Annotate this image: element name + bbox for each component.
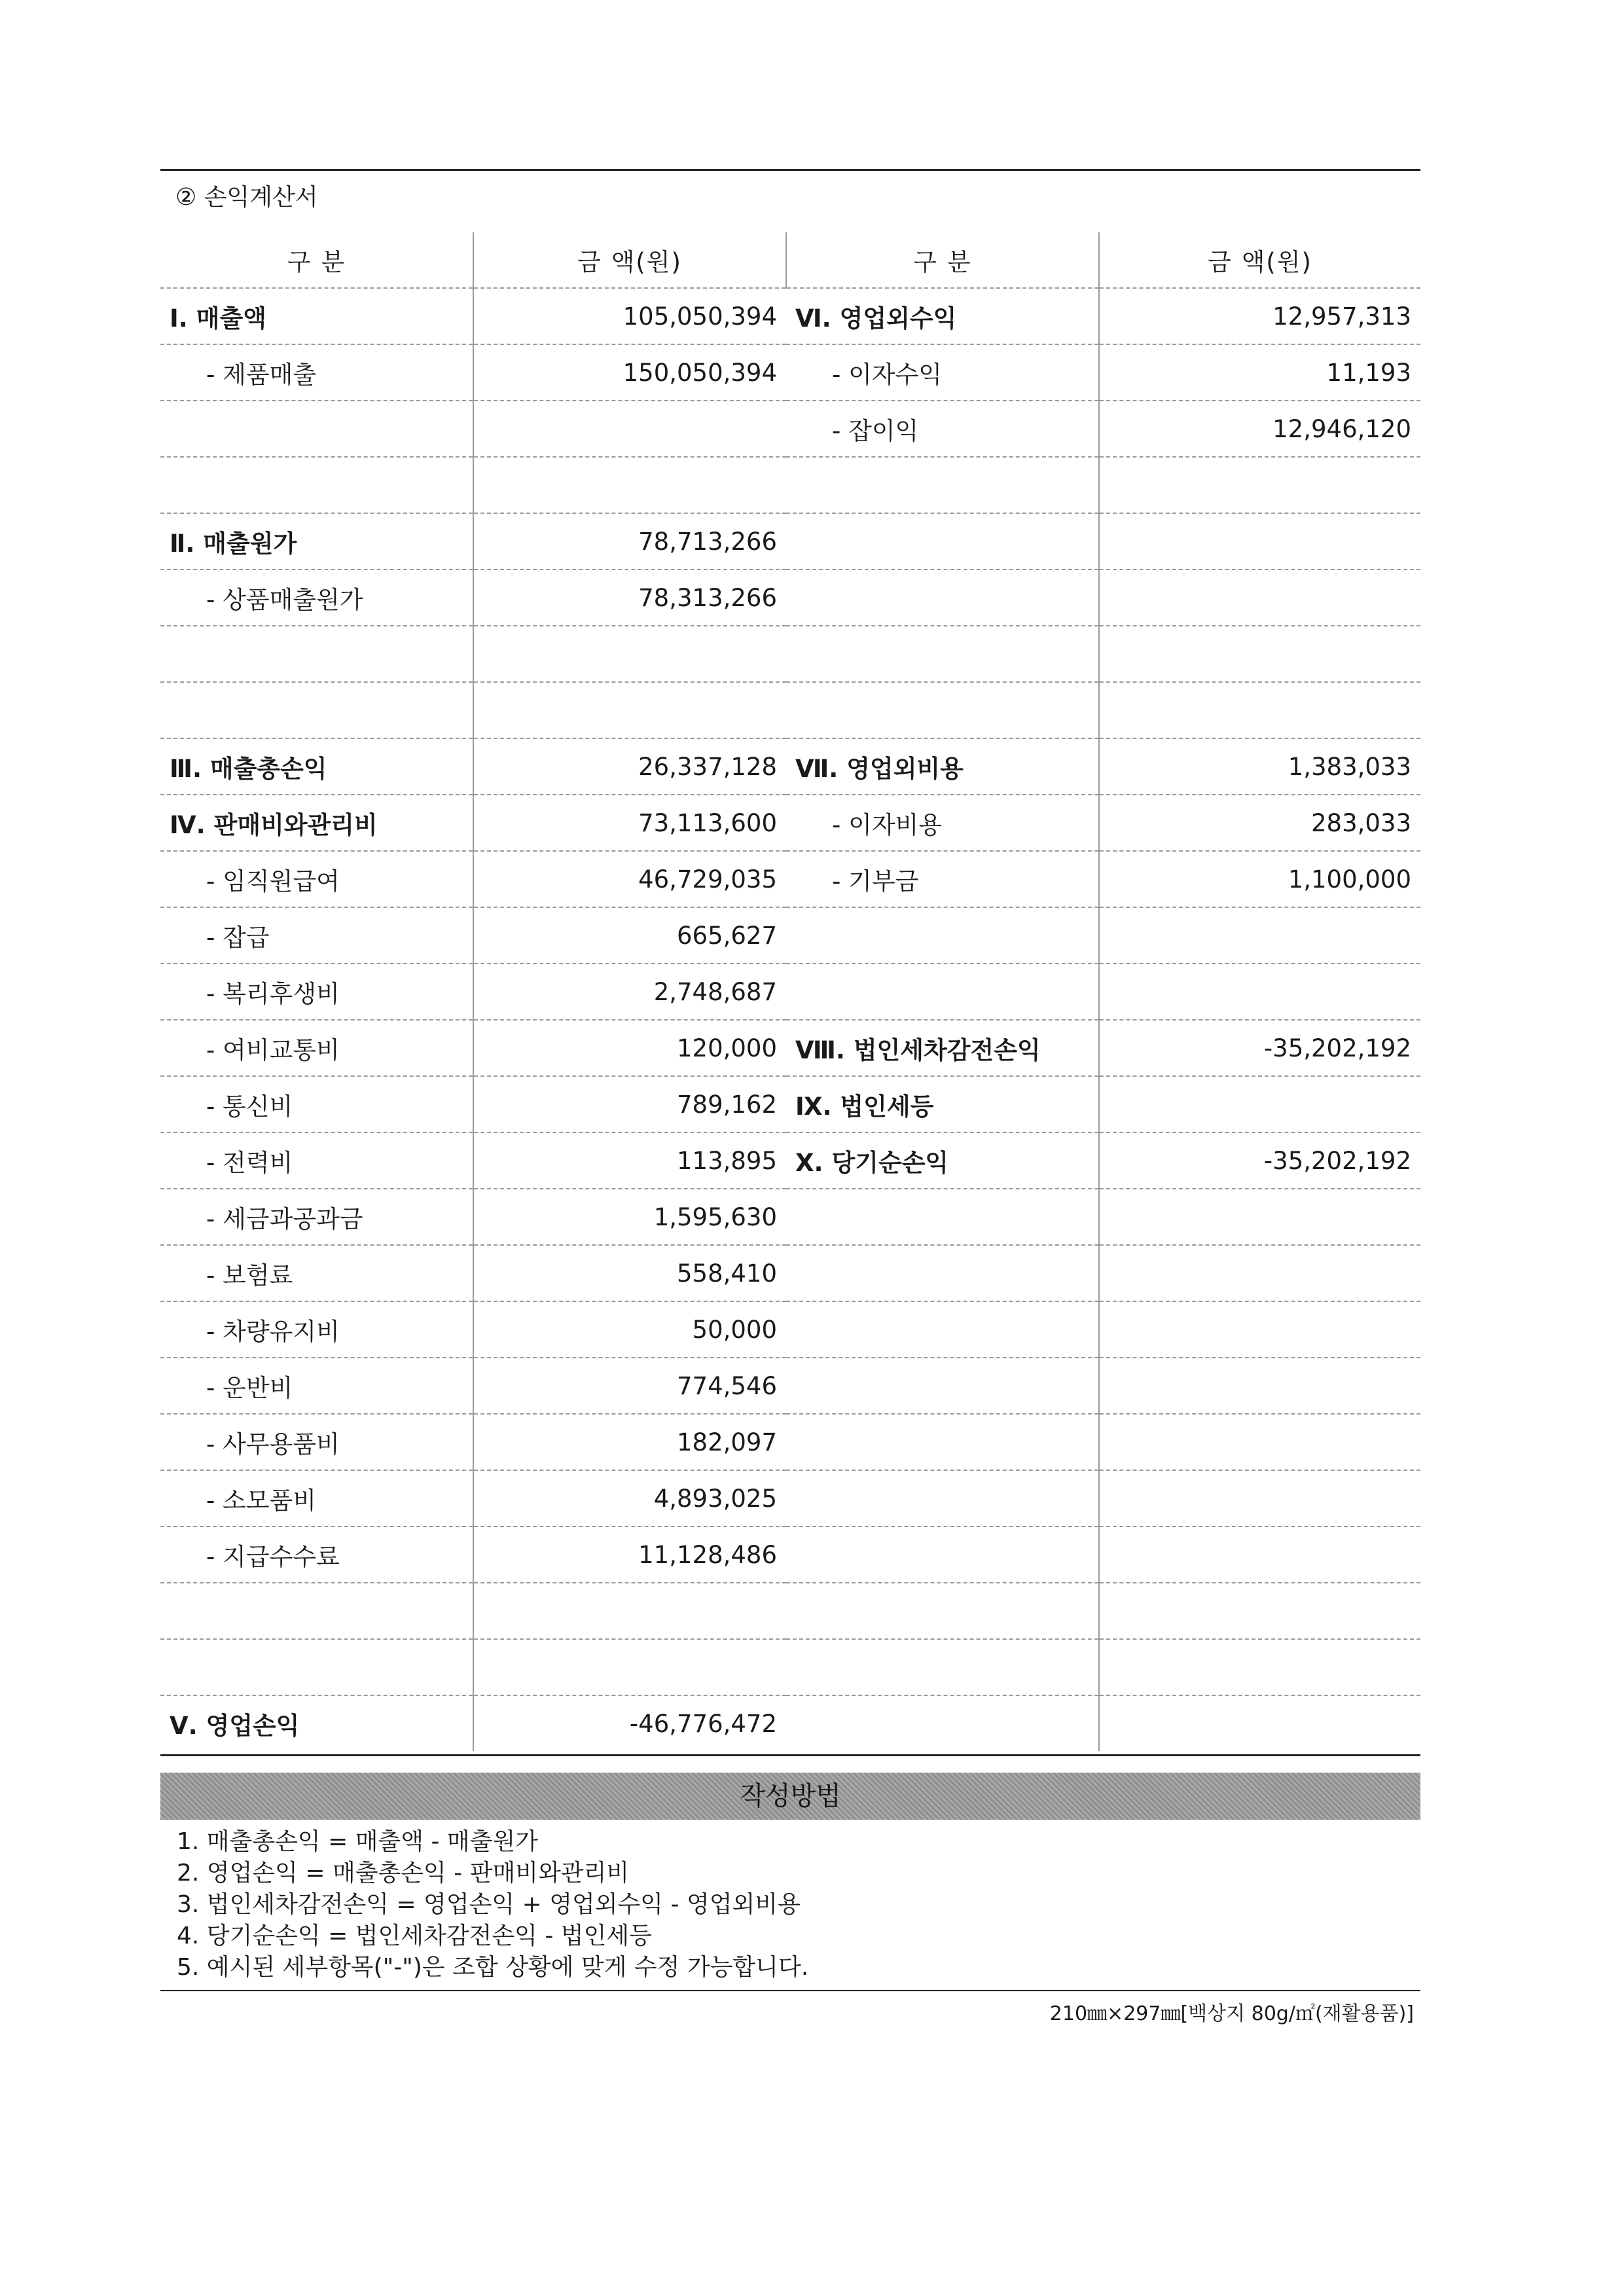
left-item-name — [160, 401, 473, 457]
method-item: 2. 영업손익 = 매출총손익 - 판매비와관리비 — [177, 1860, 630, 1887]
header-category-left: 구 분 — [160, 232, 473, 288]
left-item-name: - 보험료 — [160, 1245, 473, 1301]
right-item-amount — [1099, 1583, 1420, 1639]
left-item-name: - 운반비 — [160, 1358, 473, 1414]
left-item-name: Ⅲ. 매출총손익 — [160, 738, 473, 795]
left-item-name: - 전력비 — [160, 1132, 473, 1189]
left-item-name: - 소모품비 — [160, 1470, 473, 1526]
right-item-name — [786, 1583, 1099, 1639]
right-item-amount: 12,946,120 — [1099, 401, 1420, 457]
right-item-name — [786, 569, 1099, 626]
table-row — [160, 513, 1420, 569]
right-item-amount: -35,202,192 — [1099, 1132, 1420, 1189]
income-statement-table — [160, 232, 1420, 1751]
table-row — [160, 1639, 1420, 1695]
right-item-amount: 12,957,313 — [1099, 288, 1420, 344]
right-item-name: Ⅹ. 당기순손익 — [786, 1132, 1099, 1189]
left-item-amount: 113,895 — [473, 1132, 786, 1189]
right-item-name: Ⅷ. 법인세차감전손익 — [786, 1020, 1099, 1076]
left-item-amount: -46,776,472 — [629, 1709, 777, 1738]
left-item-name — [160, 1639, 473, 1695]
left-item-amount: 4,893,025 — [473, 1470, 786, 1526]
right-item-name — [786, 1358, 1099, 1414]
method-item: 4. 당기순손익 = 법인세차감전손익 - 법인세등 — [177, 1923, 652, 1949]
statement-body — [160, 288, 1420, 1751]
right-item-amount: 11,193 — [1099, 344, 1420, 401]
left-item-amount: 774,546 — [473, 1358, 786, 1414]
left-item-amount: 120,000 — [473, 1020, 786, 1076]
method-title-bar — [160, 1773, 1420, 1820]
left-item-amount: 78,713,266 — [473, 513, 786, 569]
right-item-amount — [1099, 1414, 1420, 1470]
right-item-name — [786, 1189, 1099, 1245]
left-item-amount: 1,595,630 — [473, 1189, 786, 1245]
left-item-amount — [473, 401, 786, 457]
right-item-name: Ⅵ. 영업외수익 — [786, 288, 1099, 344]
method-item: 3. 법인세차감전손익 = 영업손익 + 영업외수익 - 영업외비용 — [177, 1891, 801, 1918]
left-item-amount: 73,113,600 — [473, 795, 786, 851]
right-item-amount: -35,202,192 — [1099, 1020, 1420, 1076]
left-item-name: - 차량유지비 — [160, 1301, 473, 1358]
left-item-name: - 상품매출원가 — [160, 569, 473, 626]
right-item-amount — [1099, 964, 1420, 1020]
right-item-name — [786, 907, 1099, 964]
left-item-name: - 제품매출 — [160, 344, 473, 401]
left-item-name: - 세금과공과금 — [160, 1189, 473, 1245]
left-item-name: - 복리후생비 — [160, 964, 473, 1020]
table-row — [160, 1301, 1420, 1358]
right-item-name — [786, 1470, 1099, 1526]
right-item-amount — [1099, 626, 1420, 682]
left-item-amount — [473, 1583, 786, 1639]
table-row — [160, 1583, 1420, 1639]
left-item-name — [160, 682, 473, 738]
header-amount-right: 금 액(원) — [1099, 232, 1420, 288]
right-item-name — [786, 1695, 1099, 1751]
right-item-amount — [1099, 907, 1420, 964]
table-row — [160, 401, 1420, 457]
right-item-amount — [1099, 1076, 1420, 1132]
right-item-amount: 1,100,000 — [1099, 851, 1420, 907]
left-item-name: - 여비교통비 — [160, 1020, 473, 1076]
method-list — [177, 1826, 808, 1983]
left-item-name: - 지급수수료 — [160, 1526, 473, 1583]
left-item-amount — [473, 682, 786, 738]
right-item-name — [786, 1414, 1099, 1470]
right-item-amount — [1099, 457, 1420, 513]
right-item-amount — [1099, 513, 1420, 569]
right-item-name: - 기부금 — [786, 851, 1099, 907]
table-row — [160, 1245, 1420, 1301]
left-item-name — [160, 457, 473, 513]
right-item-name: Ⅸ. 법인세등 — [786, 1076, 1099, 1132]
right-item-name — [786, 1301, 1099, 1358]
left-item-name: Ⅳ. 판매비와관리비 — [160, 795, 473, 851]
right-item-name — [786, 682, 1099, 738]
right-item-name: - 이자비용 — [786, 795, 1099, 851]
method-item: 5. 예시된 세부항목("-")은 조합 상황에 맞게 수정 가능합니다. — [177, 1954, 809, 1981]
right-item-amount: 1,383,033 — [1099, 738, 1420, 795]
table-row — [160, 344, 1420, 401]
right-item-amount — [1099, 1470, 1420, 1526]
header-amount-left: 금 액(원) — [473, 232, 786, 288]
table-row — [160, 1076, 1420, 1132]
right-item-name — [786, 1639, 1099, 1695]
method-item: 1. 매출총손익 = 매출액 - 매출원가 — [177, 1828, 539, 1855]
top-rule — [160, 169, 1420, 171]
left-item-amount: 665,627 — [473, 907, 786, 964]
left-item-amount: 26,337,128 — [473, 738, 786, 795]
left-item-name: - 사무용품비 — [160, 1414, 473, 1470]
table-row — [160, 1189, 1420, 1245]
left-item-name: - 통신비 — [160, 1076, 473, 1132]
left-item-amount — [473, 457, 786, 513]
left-item-name: - 임직원급여 — [160, 851, 473, 907]
right-item-amount — [1099, 1695, 1420, 1751]
table-row — [160, 1470, 1420, 1526]
left-item-name — [160, 1583, 473, 1639]
right-item-amount — [1099, 1526, 1420, 1583]
right-item-name — [786, 1526, 1099, 1583]
left-item-amount: 50,000 — [473, 1301, 786, 1358]
header-row — [160, 232, 1420, 288]
left-item-amount — [473, 626, 786, 682]
right-item-name: - 이자수익 — [786, 344, 1099, 401]
header-category-right: 구 분 — [786, 232, 1099, 288]
right-item-name — [786, 626, 1099, 682]
table-row — [160, 1695, 1420, 1751]
left-item-name — [160, 626, 473, 682]
right-item-amount — [1099, 1245, 1420, 1301]
right-item-name — [786, 457, 1099, 513]
table-row — [160, 738, 1420, 795]
right-item-amount — [1099, 682, 1420, 738]
table-row — [160, 851, 1420, 907]
left-item-amount: 789,162 — [473, 1076, 786, 1132]
right-item-name: Ⅶ. 영업외비용 — [786, 738, 1099, 795]
table-row — [160, 288, 1420, 344]
table-row — [160, 569, 1420, 626]
right-item-name — [786, 513, 1099, 569]
method-title: 작성방법 — [740, 1781, 841, 1811]
footer-rule — [160, 1990, 1420, 1991]
paper-spec-footer: 210㎜×297㎜[백상지 80g/㎡(재활용품)] — [1049, 2002, 1414, 2025]
bottom-rule — [160, 1754, 1420, 1756]
table-row — [160, 964, 1420, 1020]
left-item-name: Ⅱ. 매출원가 — [160, 513, 473, 569]
right-item-amount: 283,033 — [1099, 795, 1420, 851]
table-row — [160, 626, 1420, 682]
left-item-amount: 46,729,035 — [473, 851, 786, 907]
right-item-amount — [1099, 1189, 1420, 1245]
right-item-name: - 잡이익 — [786, 401, 1099, 457]
right-item-amount — [1099, 569, 1420, 626]
right-item-amount — [1099, 1358, 1420, 1414]
table-row — [160, 1526, 1420, 1583]
left-item-name: Ⅴ. 영업손익 — [160, 1695, 473, 1751]
table-row — [160, 457, 1420, 513]
table-row — [160, 795, 1420, 851]
table-row — [160, 682, 1420, 738]
table-row — [160, 1358, 1420, 1414]
left-item-amount: 558,410 — [473, 1245, 786, 1301]
left-item-name: - 잡급 — [160, 907, 473, 964]
right-item-amount — [1099, 1301, 1420, 1358]
left-item-amount: 2,748,687 — [473, 964, 786, 1020]
right-item-amount — [1099, 1639, 1420, 1695]
table-row — [160, 1414, 1420, 1470]
right-item-name — [786, 964, 1099, 1020]
left-item-amount: 182,097 — [473, 1414, 786, 1470]
table-row — [160, 907, 1420, 964]
table-row — [160, 1020, 1420, 1076]
left-item-amount: 150,050,394 — [473, 344, 786, 401]
left-item-amount: 105,050,394 — [473, 288, 786, 344]
left-item-name: Ⅰ. 매출액 — [160, 288, 473, 344]
section-title: ② 손익계산서 — [175, 184, 318, 211]
left-item-amount: 11,128,486 — [473, 1526, 786, 1583]
left-item-amount: 78,313,266 — [473, 569, 786, 626]
table-row — [160, 1132, 1420, 1189]
left-item-amount — [473, 1639, 786, 1695]
right-item-name — [786, 1245, 1099, 1301]
